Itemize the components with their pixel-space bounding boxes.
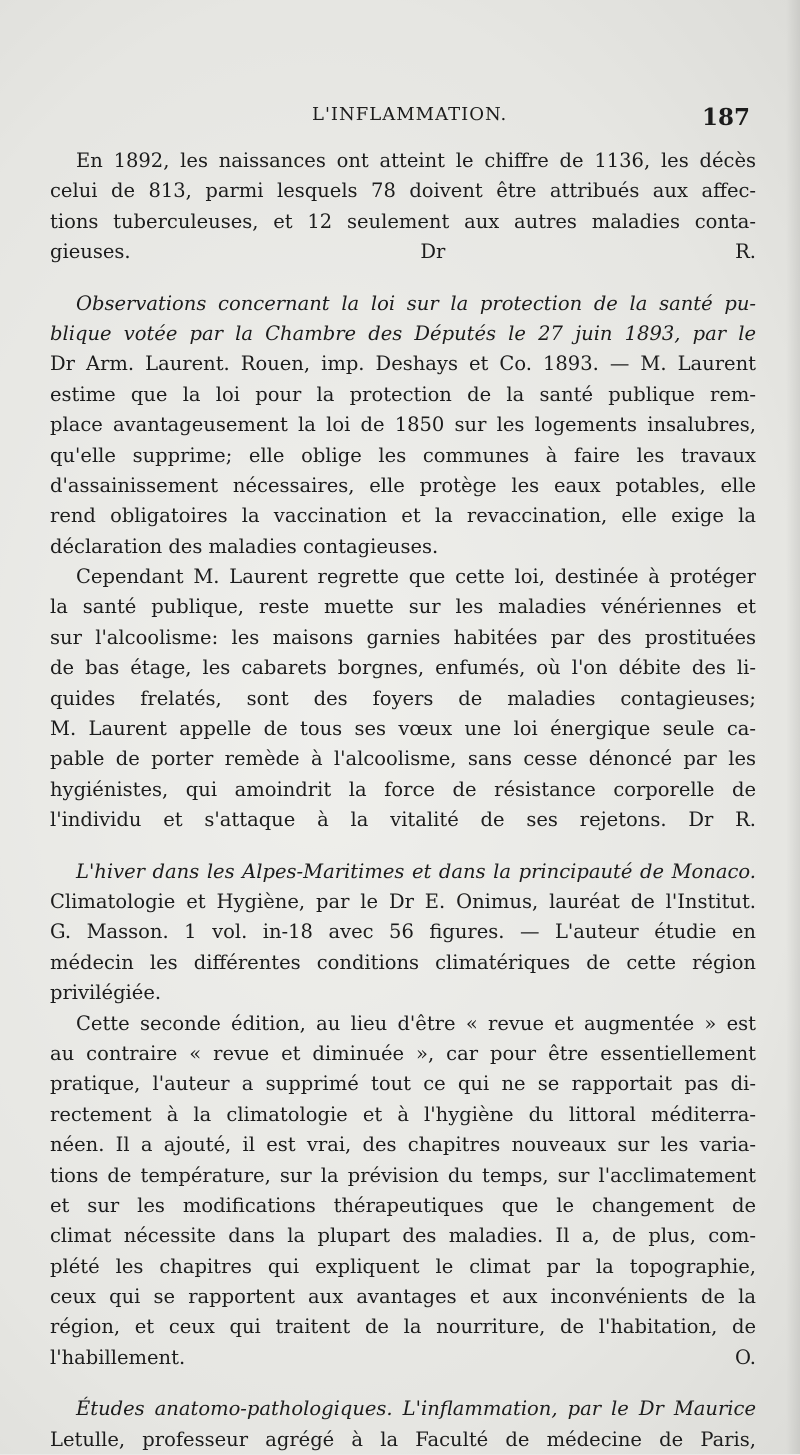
text-line: G. Masson. 1 vol. in-18 avec 56 figures. — L'auteur étudie en xyxy=(50,920,756,944)
text-line: l'individu et s'attaque à la vitalité de ses rejetons. Dr R. xyxy=(50,808,756,832)
text-line: L'hiver dans les Alpes-Maritimes et dans la principauté de Monaco. xyxy=(76,859,756,883)
text-line: pratique, l'auteur a supprimé tout ce qui ne se rapportait pas di- xyxy=(50,1072,756,1096)
text-line: au contraire « revue et diminuée », car pour être essentiellement xyxy=(50,1041,756,1065)
text-line: d'assainissement nécessaires, elle protège les eaux potables, elle xyxy=(50,473,756,497)
text-line: blique votée par la Chambre des Députés le 27 juin 1893, par le xyxy=(50,321,756,345)
text-line: néen. Il a ajouté, il est vrai, des chapitres nouveaux sur les varia- xyxy=(50,1133,756,1157)
text-line: ceux qui se rapportent aux avantages et aux inconvénients de la xyxy=(50,1285,756,1309)
page-number: 187 xyxy=(701,104,750,131)
text-line: et sur les modifications thérapeutiques que le changement de xyxy=(50,1193,756,1217)
text-line: rectement à la climatologie et à l'hygiène du littoral méditerra- xyxy=(50,1102,756,1126)
text-line: déclaration des maladies contagieuses. xyxy=(50,534,439,558)
text-line: quides frelatés, sont des foyers de maladies contagieuses; xyxy=(50,686,756,710)
text-line: Letulle, professeur agrégé à la Faculté de médecine de Paris, xyxy=(50,1427,756,1451)
text-line: pable de porter remède à l'alcoolisme, sans cesse dénoncé par les xyxy=(50,747,756,771)
text-line: qu'elle supprime; elle oblige les communes à faire les travaux xyxy=(50,443,756,467)
text-line: hygiénistes, qui amoindrit la force de résistance corporelle de xyxy=(50,777,756,801)
text-line: tions tuberculeuses, et 12 seulement aux autres maladies conta- xyxy=(50,209,756,233)
text-line: l'habillement. O. xyxy=(50,1345,756,1369)
text-line: de bas étage, les cabarets borgnes, enfumés, où l'on débite des li- xyxy=(50,656,756,680)
body-text xyxy=(50,146,756,1455)
text-line: celui de 813, parmi lesquels 78 doivent être attribués aux affec- xyxy=(50,179,756,203)
text-line: M. Laurent appelle de tous ses vœux une loi énergique seule ca- xyxy=(50,717,756,741)
running-head xyxy=(60,100,750,134)
text-line: place avantageusement la loi de 1850 sur les logements insalubres, xyxy=(50,413,756,437)
text-line: Cette seconde édition, au lieu d'être « revue et augmentée » est xyxy=(76,1011,756,1035)
text-line: Observations concernant la loi sur la protection de la santé pu- xyxy=(76,291,756,315)
text-line: Climatologie et Hygiène, par le Dr E. Onimus, lauréat de l'Institut. xyxy=(50,889,756,913)
text-line: Dr Arm. Laurent. Rouen, imp. Deshays et Co. 1893. — M. Laurent xyxy=(50,352,756,376)
text-line: région, et ceux qui traitent de la nourriture, de l'habitation, de xyxy=(50,1315,756,1339)
text-line: En 1892, les naissances ont atteint le chiffre de 1136, les décès xyxy=(76,149,756,172)
text-line: privilégiée. xyxy=(50,981,162,1005)
text-line: estime que la loi pour la protection de la santé publique rem- xyxy=(50,382,756,406)
text-line: plété les chapitres qui expliquent le climat par la topographie, xyxy=(50,1254,756,1278)
text-line: Études anatomo-pathologiques. L'inflammation, par le Dr Maurice xyxy=(76,1397,756,1421)
text-line: sur l'alcoolisme: les maisons garnies habitées par des prostituées xyxy=(50,625,756,649)
text-line: médecin les différentes conditions climatériques de cette région xyxy=(50,950,756,974)
text-line: rend obligatoires la vaccination et la revaccination, elle exige la xyxy=(50,504,756,528)
text-line: Cependant M. Laurent regrette que cette loi, destinée à protéger xyxy=(76,565,756,589)
text-line: la santé publique, reste muette sur les maladies vénériennes et xyxy=(50,595,756,619)
running-title: L'INFLAMMATION. xyxy=(312,104,508,125)
text-line: tions de température, sur la prévision du temps, sur l'acclimatement xyxy=(50,1163,756,1187)
text-line: gieuses. Dr R. xyxy=(50,240,756,264)
text-line: climat nécessite dans la plupart des maladies. Il a, de plus, com- xyxy=(50,1224,756,1248)
